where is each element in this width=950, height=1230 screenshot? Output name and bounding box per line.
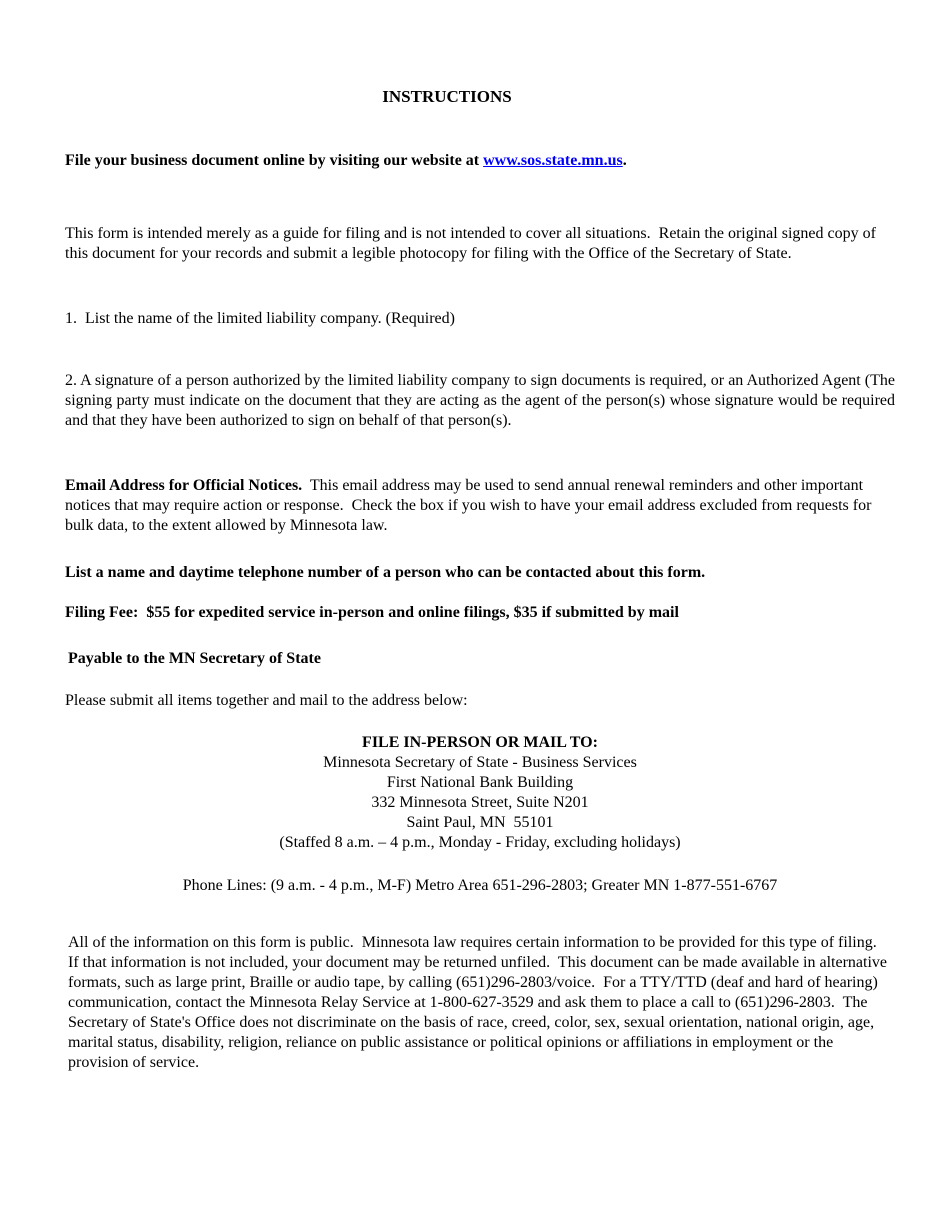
online-filing-text: File your business document online by visiting our website at (65, 152, 484, 169)
numbered-item-2: 2. A signature of a person authorized by the limited liability company to sign documents is required, or an Authorized Agent (The signing party must indicate on the document that they are acting as the agent of the person(s) whose signature would be required and that they have been authorized to sign on behalf of that person(s). (65, 372, 899, 429)
email-notice-lead: Email Address for Official Notices. (65, 477, 303, 494)
mailing-address-line-street: 332 Minnesota Street, Suite N201 (371, 794, 589, 811)
submit-instruction-line: Please submit all items together and mail to the address below: (65, 692, 468, 709)
mailing-address-line-city: Saint Paul, MN 55101 (406, 814, 554, 831)
payable-line: Payable to the MN Secretary of State (68, 650, 321, 667)
sos-website-link[interactable]: www.sos.state.mn.us (483, 152, 623, 169)
mailing-address-line-building: First National Bank Building (386, 774, 574, 791)
online-filing-period: . (622, 152, 627, 169)
contact-instruction-line: List a name and daytime telephone number of a person who can be contacted about this form. (65, 564, 706, 581)
phone-lines: Phone Lines: (9 a.m. - 4 p.m., M-F) Metro Area 651-296-2803; Greater MN 1-877-551-6767 (182, 877, 778, 894)
online-filing-note (65, 151, 895, 171)
email-notice-body: This email address may be used to send annual renewal reminders and other important notices that may require action or response. Check the box if you wish to have your email address excluded from requests for bulk data, to the extent allowed by Minnesota law. (65, 477, 876, 534)
email-notice-paragraph (65, 476, 895, 536)
intro-paragraph: This form is intended merely as a guide for filing and is not intended to cover all situations. Retain the original signed copy of this document for your records and submit a legible photocopy for filing with the Office of the Secretary of State. (65, 225, 880, 262)
public-notice-paragraph: All of the information on this form is public. Minnesota law requires certain information to be provided for this type of filing. If that information is not included, your document may be returned unfiled. This document can be made available in alternative formats, such as large print, Braille or audio tape, by calling (651)296-2803/voice. For a TTY/TTD (deaf and hard of hearing) communication, contact the Minnesota Relay Service at 1-800-627-3529 and ask them to place a call to (651)296-2803. The Secretary of State's Office does not discriminate on the basis of race, creed, color, sex, sexual orientation, national origin, age, marital status, disability, religion, reliance on public assistance or political opinions or affiliations in employment or the provision of service. (68, 934, 891, 1071)
mailing-address-line-hours: (Staffed 8 a.m. – 4 p.m., Monday - Friday, excluding holidays) (279, 834, 681, 851)
mailing-address-line-org: Minnesota Secretary of State - Business Services (323, 754, 637, 771)
mailing-address-heading: FILE IN-PERSON OR MAIL TO: (362, 734, 598, 751)
page-title: INSTRUCTIONS (382, 87, 512, 106)
numbered-item-1: 1. List the name of the limited liability company. (Required) (65, 310, 455, 327)
mailing-address-block (65, 733, 895, 853)
filing-fee-line: Filing Fee: $55 for expedited service in-person and online filings, $35 if submitted by mail (65, 604, 679, 621)
